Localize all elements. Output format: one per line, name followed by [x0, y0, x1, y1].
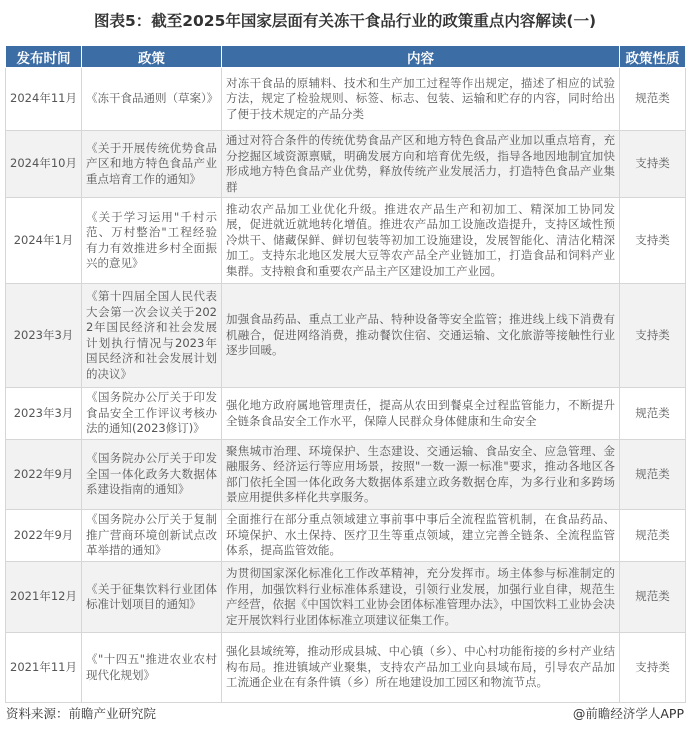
header-policy: 政策 — [82, 46, 222, 68]
brand-credit: @前瞻经济学人APP — [572, 706, 684, 721]
table-row — [6, 440, 686, 510]
cell-nature: 规范类 — [620, 440, 686, 510]
cell-time: 2021年12月 — [6, 562, 82, 633]
table-row — [6, 633, 686, 703]
cell-nature: 规范类 — [620, 388, 686, 440]
cell-policy: 《第十四届全国人民代表大会第一次会议关于2022年国民经济和社会发展计划执行情况与2023年国民经济和社会发展计划的决议》 — [82, 284, 222, 388]
policy-table — [5, 45, 686, 703]
cell-time: 2024年10月 — [6, 131, 82, 198]
table-header-row — [6, 46, 686, 68]
cell-time: 2024年1月 — [6, 198, 82, 284]
cell-policy: 《"十四五"推进农业农村现代化规划》 — [82, 633, 222, 703]
cell-time: 2023年3月 — [6, 388, 82, 440]
cell-content: 加强食品药品、重点工业产品、特种设备等安全监管；推进线上线下消费有机融合，促进网络消费，推动餐饮住宿、交通运输、文化旅游等接触性行业逐步回暖。 — [222, 284, 620, 388]
table-row — [6, 131, 686, 198]
cell-policy: 《关于征集饮料行业团体标准计划项目的通知》 — [82, 562, 222, 633]
table-row — [6, 562, 686, 633]
header-nature: 政策性质 — [620, 46, 686, 68]
cell-content: 强化县域统筹，推动形成县城、中心镇（乡）、中心村功能衔接的乡村产业结构布局。推进镇域产业聚集，支持农产品加工业向县域布局，引导农产品加工流通企业在有条件镇（乡）所在地建设加工园区和物流节点。 — [222, 633, 620, 703]
table-row — [6, 68, 686, 131]
table-row — [6, 388, 686, 440]
cell-nature: 支持类 — [620, 198, 686, 284]
figure-title: 图表5：截至2025年国家层面有关冻干食品行业的政策重点内容解读(一) — [93, 12, 597, 30]
header-time: 发布时间 — [6, 46, 82, 68]
cell-policy: 《国务院办公厅关于复制推广营商环境创新试点改革举措的通知》 — [82, 510, 222, 562]
table-row — [6, 284, 686, 388]
source-note: 资料来源：前瞻产业研究院 — [6, 706, 157, 721]
cell-content: 全面推行在部分重点领域建立事前事中事后全流程监管机制，在食品药品、环境保护、水土保持、医疗卫生等重点领域，建立完善全链条、全流程监管体系，提高监管效能。 — [222, 510, 620, 562]
cell-policy: 《关于开展传统优势食品产区和地方特色食品产业重点培育工作的通知》 — [82, 131, 222, 198]
cell-nature: 规范类 — [620, 510, 686, 562]
cell-content: 聚焦城市治理、环境保护、生态建设、交通运输、食品安全、应急管理、金融服务、经济运行等应用场景，按照"一数一源一标准"要求，推动各地区各部门依托全国一体化政务大数据体系建立政务数据仓库，为多行业和多跨场景应用提供多样化共享服务。 — [222, 440, 620, 510]
cell-nature: 支持类 — [620, 284, 686, 388]
cell-nature: 支持类 — [620, 633, 686, 703]
cell-time: 2023年3月 — [6, 284, 82, 388]
cell-time: 2021年11月 — [6, 633, 82, 703]
table-row — [6, 510, 686, 562]
cell-nature: 规范类 — [620, 562, 686, 633]
table-row — [6, 198, 686, 284]
cell-nature: 规范类 — [620, 68, 686, 131]
cell-policy: 《关于学习运用"千村示范、万村整治"工程经验有力有效推进乡村全面振兴的意见》 — [82, 198, 222, 284]
cell-content: 通过对符合条件的传统优势食品产区和地方特色食品产业加以重点培育，充分挖掘区域资源禀赋，明确发展方向和培育优先级，指导各地因地制宜加快形成地方特色食品产业优势，释放传统产业发展活力，打造特色食品产业集群 — [222, 131, 620, 198]
cell-time: 2022年9月 — [6, 440, 82, 510]
cell-nature: 支持类 — [620, 131, 686, 198]
cell-content: 推动农产品加工业优化升级。推进农产品生产和初加工、精深加工协同发展，促进就近就地转化增值。推进农产品加工设施改造提升，支持区域性预冷烘干、储藏保鲜、鲜切包装等初加工设施建设，发展智能化、清洁化精深加工。支持东北地区发展大豆等农产品全产业链加工，打造食品和饲料产业集群。支持粮食和重要农产品主产区建设加工产业园。 — [222, 198, 620, 284]
cell-content: 对冻干食品的原辅料、技术和生产加工过程等作出规定，描述了相应的试验方法，规定了检验规则、标签、标志、包装、运输和贮存的内容，同时给出了便于技术规定的产品分类 — [222, 68, 620, 131]
cell-policy: 《冻干食品通则（草案）》 — [82, 68, 222, 131]
cell-content: 为贯彻国家深化标准化工作改革精神，充分发挥市。场主体参与标准制定的作用，加强饮料行业标准体系建设，引领行业发展，加强行业自律，规范生产经营，依据《中国饮料工业协会团体标准管理办法》，中国饮料工业协会决定开展饮料行业团体标准立项建议征集工作。 — [222, 562, 620, 633]
cell-content: 强化地方政府属地管理责任，提高从农田到餐桌全过程监管能力，不断提升全链条食品安全工作水平，保障人民群众身体健康和生命安全 — [222, 388, 620, 440]
cell-time: 2022年9月 — [6, 510, 82, 562]
header-content: 内容 — [222, 46, 620, 68]
cell-policy: 《国务院办公厅关于印发全国一体化政务大数据体系建设指南的通知》 — [82, 440, 222, 510]
cell-policy: 《国务院办公厅关于印发食品安全工作评议考核办法的通知(2023修订)》 — [82, 388, 222, 440]
cell-time: 2024年11月 — [6, 68, 82, 131]
